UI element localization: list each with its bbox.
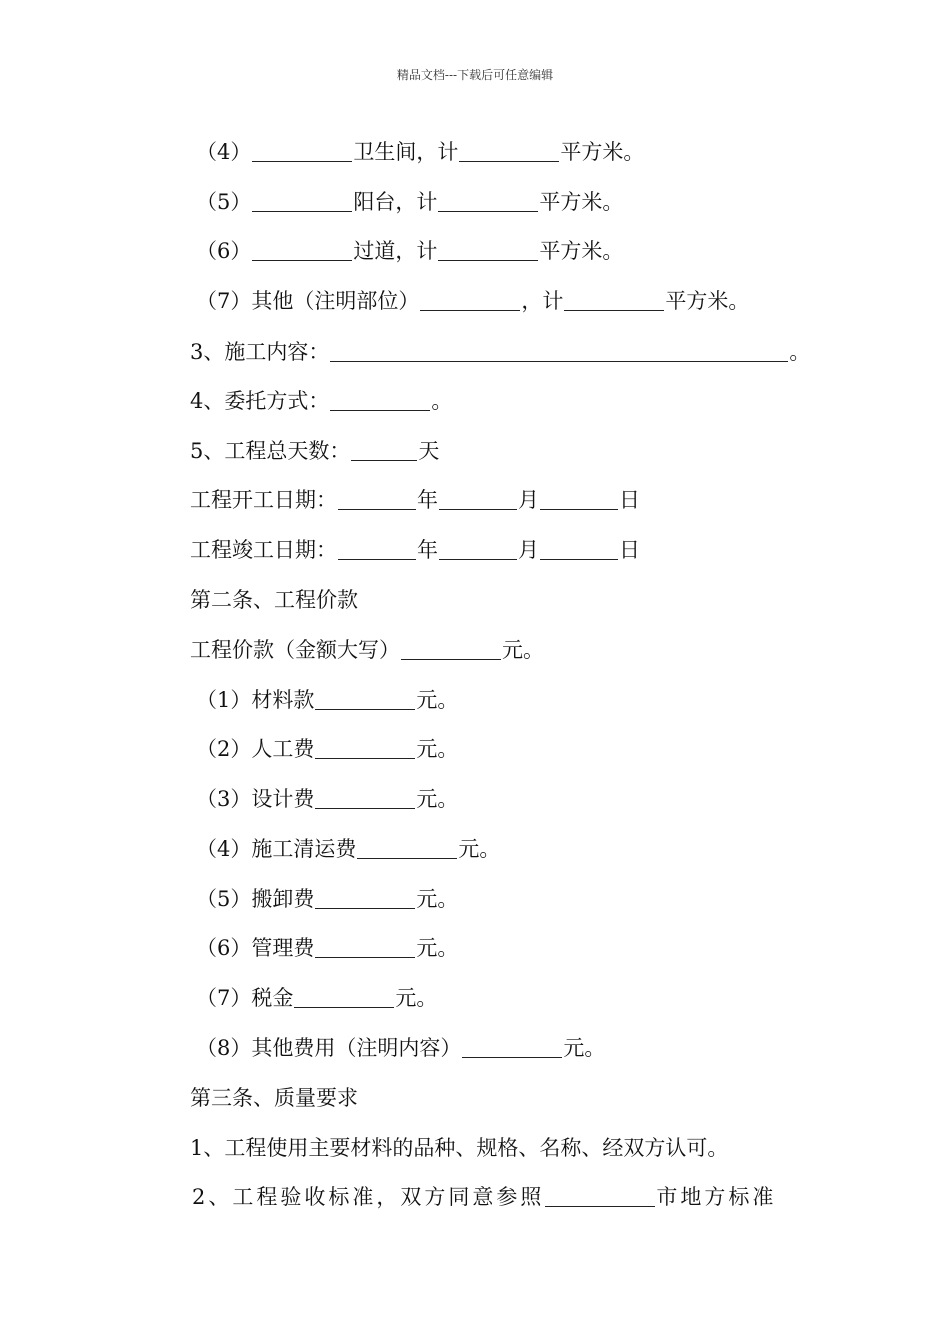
blank-field[interactable] [438, 238, 538, 261]
blank-field[interactable] [401, 637, 501, 660]
form-line [190, 1083, 358, 1113]
blank-field[interactable] [315, 935, 415, 958]
line-text: （4）施工清运费 [196, 837, 357, 861]
blank-field[interactable] [315, 886, 415, 909]
blank-field[interactable] [459, 139, 559, 162]
line-text: 元。 [416, 887, 459, 911]
line-text: 元。 [416, 787, 459, 811]
line-text: 3、施工内容： [190, 340, 330, 364]
line-text: 平方米。 [665, 289, 750, 313]
line-text: 元。 [416, 936, 459, 960]
line-text: 年 [417, 488, 438, 512]
line-text: 元。 [395, 986, 438, 1010]
form-line [196, 685, 458, 715]
line-text: （1）材料款 [196, 688, 315, 712]
line-text: 平方米。 [560, 140, 645, 164]
blank-field[interactable] [330, 339, 788, 362]
line-text: 月 [518, 488, 539, 512]
form-line [190, 485, 640, 515]
blank-field[interactable] [462, 1035, 562, 1058]
blank-field[interactable] [439, 487, 517, 510]
form-line [190, 386, 452, 416]
blank-field[interactable] [338, 487, 416, 510]
line-text: 4、委托方式： [190, 389, 330, 413]
form-line [190, 1133, 728, 1163]
line-text: 平方米。 [539, 190, 624, 214]
line-text: 元。 [502, 638, 544, 662]
form-line [196, 1033, 605, 1063]
form-line [190, 337, 810, 367]
form-line [190, 436, 439, 466]
form-line [190, 535, 640, 565]
line-text: 第二条、工程价款 [190, 588, 358, 612]
form-line [196, 187, 623, 217]
line-text: 天 [418, 439, 440, 463]
line-text: 元。 [416, 688, 459, 712]
line-text: 工程开工日期： [190, 488, 337, 512]
line-text: （8）其他费用（注明内容） [196, 1036, 462, 1060]
line-text: 日 [619, 538, 640, 562]
line-text: 。 [431, 389, 453, 413]
blank-field[interactable] [540, 537, 618, 560]
blank-field[interactable] [438, 189, 538, 212]
form-line [196, 784, 458, 814]
line-text: 阳台，计 [353, 190, 438, 214]
line-text: （6） [196, 239, 252, 263]
line-text: 日 [619, 488, 640, 512]
blank-field[interactable] [338, 537, 416, 560]
line-text: 2、工程验收标准，双方同意参照 [192, 1185, 545, 1209]
blank-field[interactable] [330, 388, 430, 411]
line-text: 5、工程总天数： [190, 439, 351, 463]
blank-field[interactable] [564, 288, 664, 311]
blank-field[interactable] [315, 786, 415, 809]
blank-field[interactable] [315, 687, 415, 710]
line-text: （7）其他（注明部位） [196, 289, 420, 313]
line-text: （7）税金 [196, 986, 294, 1010]
blank-field[interactable] [252, 189, 352, 212]
line-text: （5） [196, 190, 252, 214]
blank-field[interactable] [357, 836, 457, 859]
line-text: 工程竣工日期： [190, 538, 337, 562]
form-line [192, 1182, 776, 1212]
form-line [196, 286, 749, 316]
form-line [196, 734, 458, 764]
line-text: 市地方标准 [656, 1185, 777, 1209]
form-line [190, 635, 544, 665]
line-text: ，计 [521, 289, 564, 313]
form-line [196, 983, 437, 1013]
form-line [196, 236, 623, 266]
form-line [196, 884, 458, 914]
line-text: 。 [789, 340, 811, 364]
line-text: 过道，计 [353, 239, 438, 263]
form-line [196, 933, 458, 963]
form-line [190, 585, 358, 615]
line-text: 平方米。 [539, 239, 624, 263]
line-text: 卫生间，计 [353, 140, 459, 164]
line-text: （4） [196, 140, 252, 164]
blank-field[interactable] [540, 487, 618, 510]
line-text: 第三条、质量要求 [190, 1086, 358, 1110]
line-text: 元。 [416, 737, 459, 761]
line-text: （3）设计费 [196, 787, 315, 811]
blank-field[interactable] [545, 1184, 655, 1207]
line-text: 元。 [458, 837, 501, 861]
page-header: 精品文档---下载后可任意编辑 [396, 68, 554, 82]
blank-field[interactable] [252, 139, 352, 162]
line-text: 月 [518, 538, 539, 562]
blank-field[interactable] [420, 288, 520, 311]
blank-field[interactable] [315, 736, 415, 759]
line-text: 1、工程使用主要材料的品种、规格、名称、经双方认可。 [190, 1136, 729, 1160]
line-text: （2）人工费 [196, 737, 315, 761]
line-text: （5）搬卸费 [196, 887, 315, 911]
line-text: 元。 [563, 1036, 606, 1060]
line-text: 年 [417, 538, 438, 562]
line-text: 工程价款（金额大写） [190, 638, 400, 662]
blank-field[interactable] [351, 438, 417, 461]
blank-field[interactable] [439, 537, 517, 560]
line-text: （6）管理费 [196, 936, 315, 960]
form-line [196, 834, 500, 864]
form-line [196, 137, 644, 167]
blank-field[interactable] [294, 985, 394, 1008]
blank-field[interactable] [252, 238, 352, 261]
